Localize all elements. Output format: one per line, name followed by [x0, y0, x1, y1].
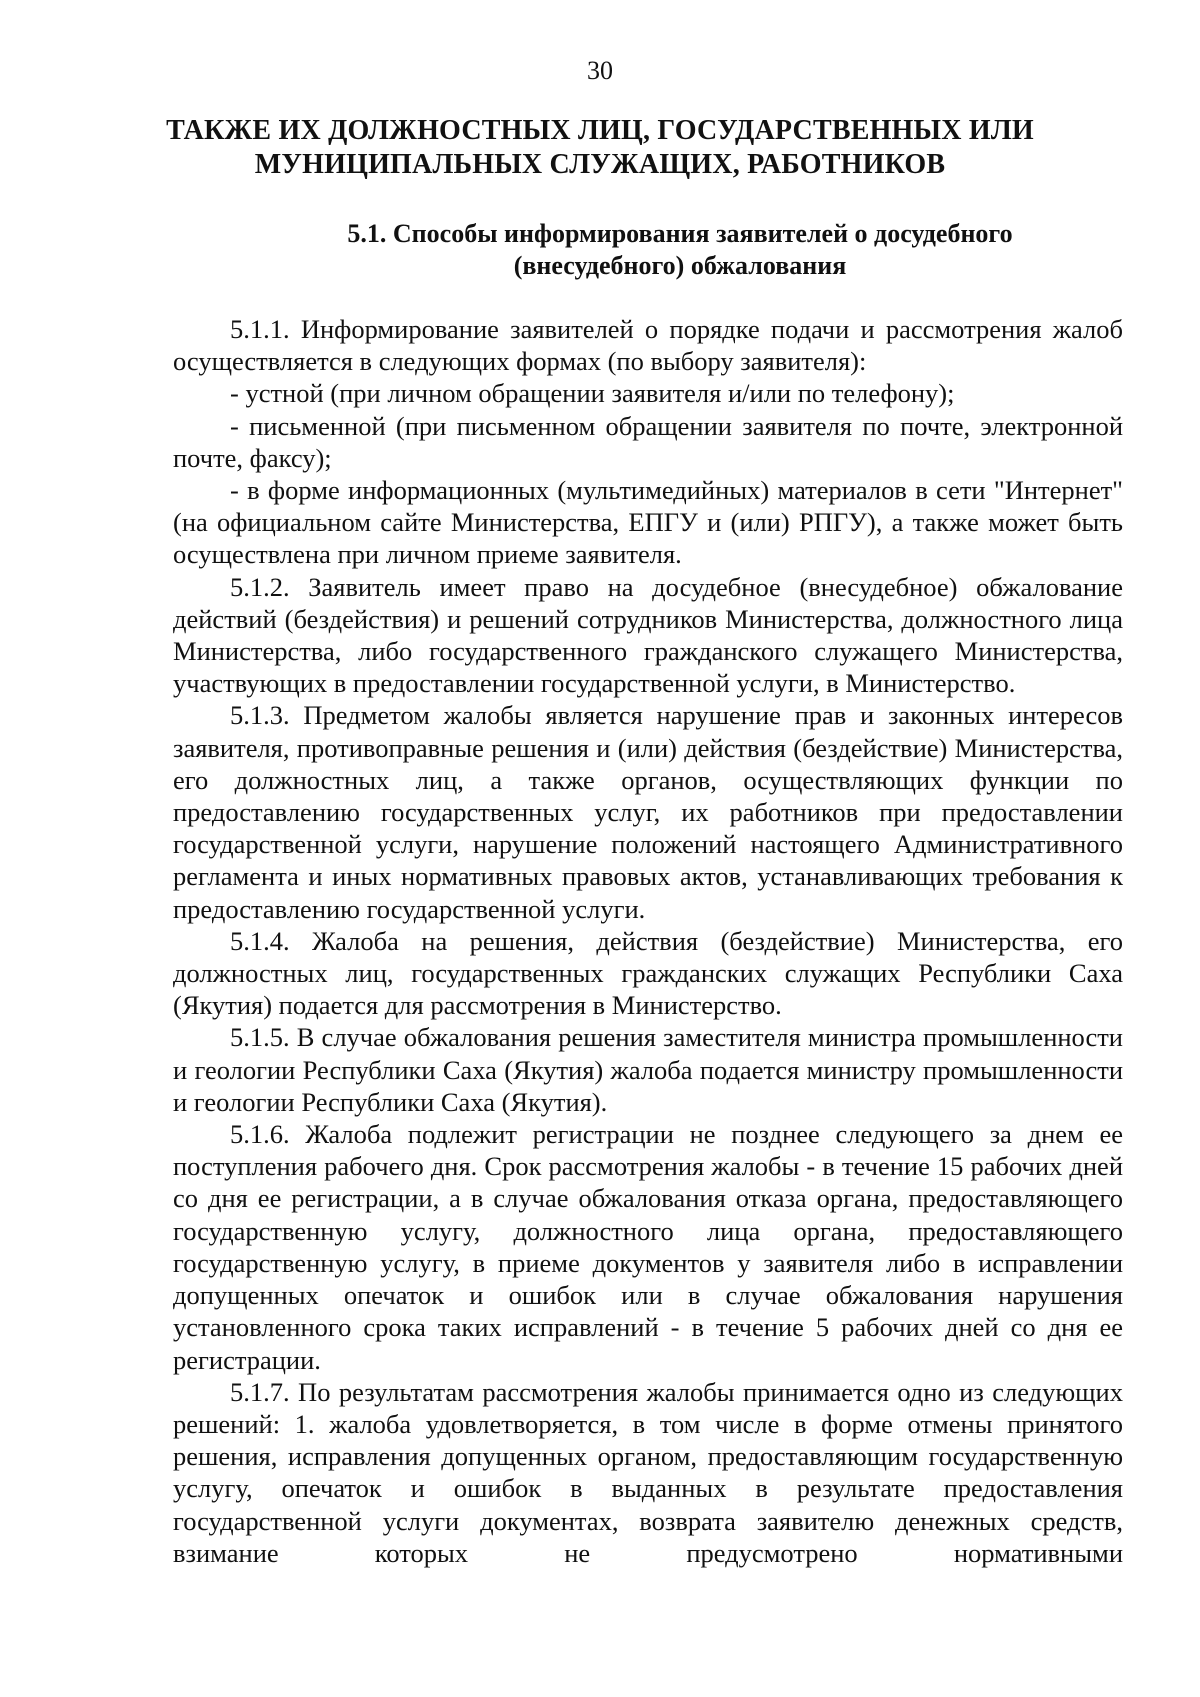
- chapter-heading-line-1: ТАКЖЕ ИХ ДОЛЖНОСТНЫХ ЛИЦ, ГОСУДАРСТВЕННЫХ ИЛИ: [166, 115, 1034, 146]
- document-body: [173, 313, 1123, 1569]
- chapter-heading-line-2: МУНИЦИПАЛЬНЫХ СЛУЖАЩИХ, РАБОТНИКОВ: [254, 149, 946, 180]
- paragraph-5-1-4: 5.1.4. Жалоба на решения, действия (бездействие) Министерства, его должностных лиц, государственных гражданских служащих Республики Саха (Якутия) подается для рассмотрения в Министерство.: [173, 925, 1123, 1021]
- chapter-heading: [150, 114, 1050, 182]
- paragraph-5-1-1: 5.1.1. Информирование заявителей о порядке подачи и рассмотрения жалоб осуществляется в следующих формах (по выбору заявителя):: [173, 314, 1123, 377]
- section-heading-line-2: (внесудебного) обжалования: [513, 251, 847, 280]
- paragraph-5-1-3: 5.1.3. Предметом жалобы является нарушение прав и законных интересов заявителя, противоправные решения и (или) действия (бездействие) Министерства, его должностных лиц, а также органов, осуществляющих функции по предоставлению государственных услуг, их работников при предоставлении государственной услуги, нарушение положений настоящего Административного регламента и иных нормативных правовых актов, устанавливающих требования к предоставлению государственной услуги.: [173, 700, 1123, 924]
- list-item-written: - письменной (при письменном обращении заявителя по почте, электронной почте, факсу);: [173, 410, 1123, 473]
- page-number: 30: [587, 56, 613, 85]
- paragraph-5-1-7: 5.1.7. По результатам рассмотрения жалобы принимается одно из следующих решений: 1. жалоба удовлетворяется, в том числе в форме отмены принятого решения, исправления допущенных органом, предоставляющим государственную услугу, опечаток и ошибок в выданных в результате предоставления государственной услуги документах, возврата заявителю денежных средств, взимание которых не предусмотрено нормативными: [173, 1376, 1123, 1568]
- paragraph-5-1-5: 5.1.5. В случае обжалования решения заместителя министра промышленности и геологии Республики Саха (Якутия) жалоба подается министру промышленности и геологии Республики Саха (Якутия).: [173, 1022, 1123, 1117]
- paragraph-5-1-2: 5.1.2. Заявитель имеет право на досудебное (внесудебное) обжалование действий (бездействия) и решений сотрудников Министерства, должностного лица Министерства, либо государственного гражданского служащего Министерства, участвующих в предоставлении государственной услуги, в Министерство.: [173, 571, 1123, 699]
- section-heading: [280, 218, 1080, 282]
- section-heading-line-1: 5.1. Способы информирования заявителей о досудебного: [347, 219, 1013, 248]
- list-item-multimedia: - в форме информационных (мультимедийных) материалов в сети "Интернет" (на официальном сайте Министерства, ЕПГУ и (или) РПГУ), а также может быть осуществлена при личном приеме заявителя.: [173, 475, 1123, 570]
- paragraph-5-1-6: 5.1.6. Жалоба подлежит регистрации не позднее следующего за днем ее поступления рабочего дня. Срок рассмотрения жалобы - в течение 15 рабочих дней со дня ее регистрации, а в случае обжалования отказа органа, предоставляющего государственную услугу, должностного лица органа, предоставляющего государственную услугу, в приеме документов у заявителя либо в исправлении допущенных опечаток и ошибок или в случае обжалования нарушения установленного срока таких исправлений - в течение 5 рабочих дней со дня ее регистрации.: [173, 1119, 1123, 1375]
- list-item-oral: - устной (при личном обращении заявителя и/или по телефону);: [230, 378, 955, 409]
